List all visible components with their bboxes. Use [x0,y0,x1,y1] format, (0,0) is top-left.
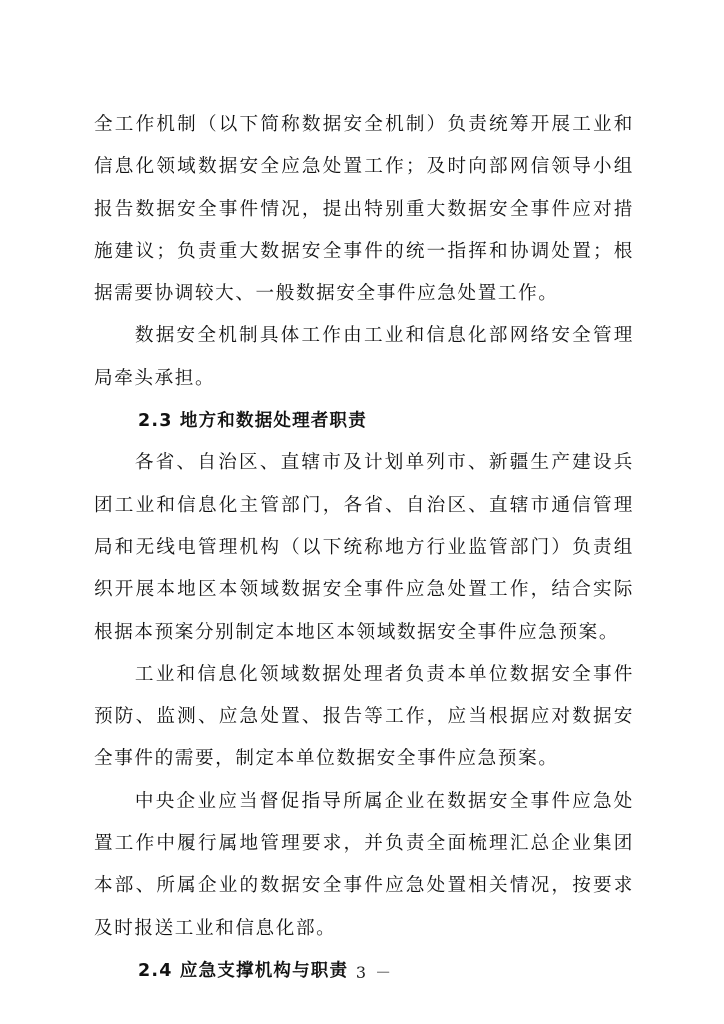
paragraph-data-security-mechanism: 全工作机制（以下简称数据安全机制）负责统筹开展工业和信息化领域数据安全应急处置工作；及时向部网信领导小组报告数据安全事件情况，提出特别重大数据安全事件应对措施建议；负责重大数据安全事件的统一指挥和协调处置；根据需要协调较大、一般数据安全事件应急处置工作。 [94,114,634,305]
section-heading-2-4: 2.4 应急支撑机构与职责 [138,960,349,981]
paragraph-central-enterprises: 中央企业应当督促指导所属企业在数据安全事件应急处置工作中履行属地管理要求，并负责全面梳理汇总企业集团本部、所属企业的数据安全事件应急处置相关情况，按要求及时报送工业和信息化部。 [94,790,634,939]
page-number: － 3 － [330,963,394,982]
paragraph-lead-bureau: 数据安全机制具体工作由工业和信息化部网络安全管理局牵头承担。 [94,325,634,389]
paragraph-local-regulators: 各省、自治区、直辖市及计划单列市、新疆生产建设兵团工业和信息化主管部门，各省、自治区、直辖市通信管理局和无线电管理机构（以下统称地方行业监管部门）负责组织开展本地区本领域数据安全事件应急处置工作，结合实际根据本预案分别制定本地区本领域数据安全事件应急预案。 [94,452,634,643]
document-body [94,104,634,992]
paragraph-data-processors: 工业和信息化领域数据处理者负责本单位数据安全事件预防、监测、应急处置、报告等工作，应当根据应对数据安全事件的需要，制定本单位数据安全事件应急预案。 [94,663,634,770]
section-heading-2-3: 2.3 地方和数据处理者职责 [138,411,367,432]
